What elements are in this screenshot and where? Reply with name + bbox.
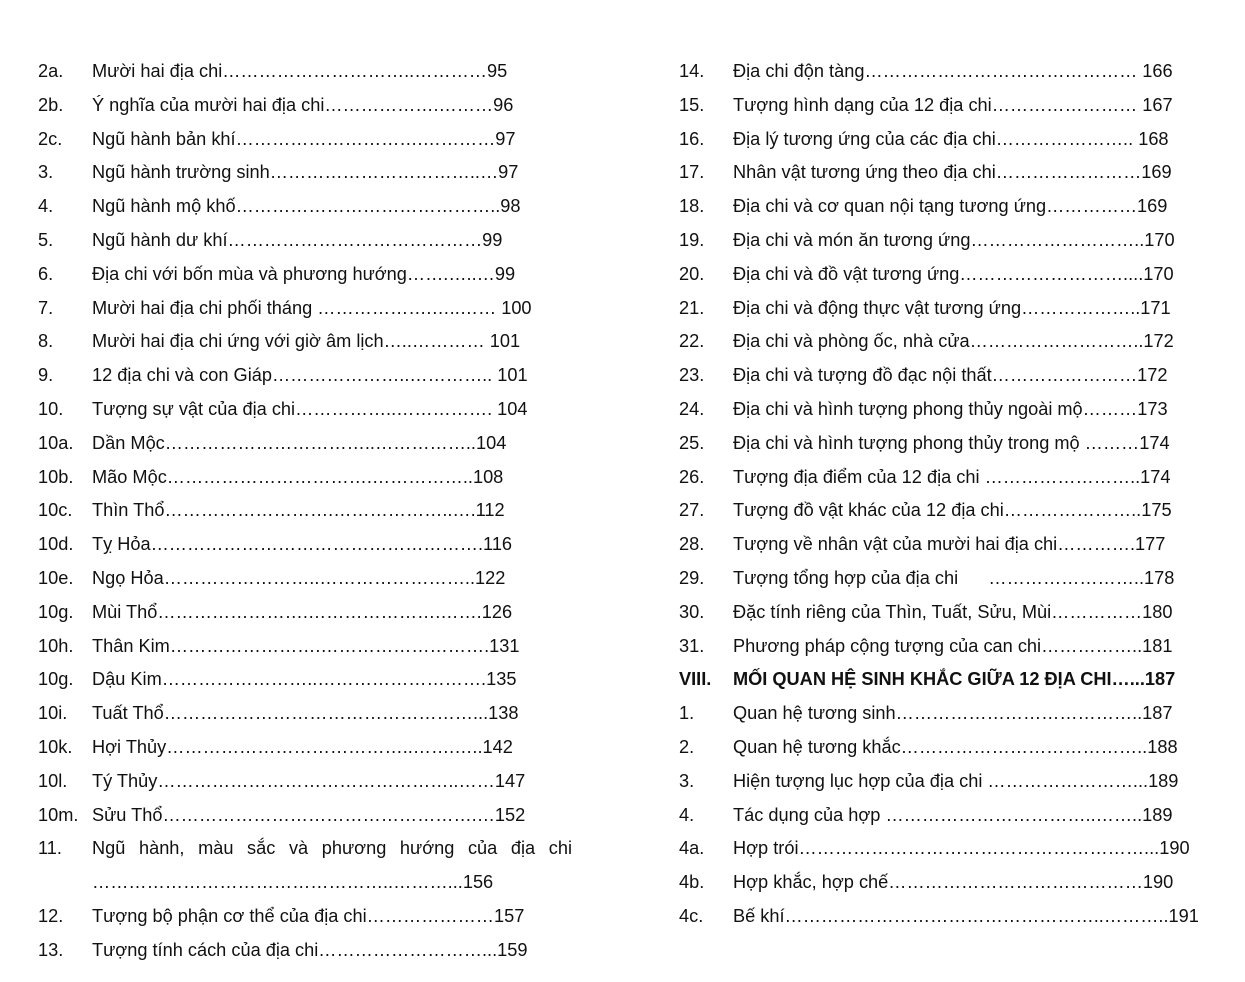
toc-entry <box>679 258 1219 292</box>
toc-entry <box>679 799 1219 833</box>
toc-entry-title: Ngũ hành bản khí………………………….…………97 <box>92 128 516 149</box>
toc-entry <box>38 190 578 224</box>
toc-entry-title: Đặc tính riêng của Thìn, Tuất, Sửu, Mùi……………180 <box>733 601 1173 622</box>
toc-entry <box>38 89 578 123</box>
toc-entry-title: Dần Mộc……………………………..……………..104 <box>92 432 507 453</box>
toc-entry <box>38 799 578 833</box>
toc-entry-title: Địa chi và phòng ốc, nhà cửa………………………..172 <box>733 331 1174 352</box>
toc-entry <box>38 731 578 765</box>
toc-entry-title: Hợi Thủy…………………………………..…….…..142 <box>92 736 513 757</box>
toc-entry <box>38 123 578 157</box>
toc-entry <box>679 224 1219 258</box>
toc-entry <box>679 393 1219 427</box>
toc-entry <box>679 55 1219 89</box>
toc-entry <box>38 224 578 258</box>
toc-entry <box>679 866 1219 900</box>
toc-entry <box>38 528 578 562</box>
toc-entry-number: 12. <box>38 905 64 926</box>
toc-entry <box>38 325 578 359</box>
toc-entry <box>679 765 1219 799</box>
toc-entry-title: Hiện tượng lục hợp của địa chi ……………………...189 <box>733 770 1179 791</box>
toc-entry-number: 25. <box>679 432 705 453</box>
toc-entry-number: 10a. <box>38 432 74 453</box>
toc-entry-title: Mùi Thổ…………………….………………….…….126 <box>92 601 513 622</box>
toc-entry-title: Địa chi và đồ vật tương ứng………………………....170 <box>733 263 1174 284</box>
toc-entry-number: 20. <box>679 263 705 284</box>
toc-entry-title: Tượng đồ vật khác của 12 địa chi…………………..175 <box>733 500 1172 521</box>
toc-entry-title: Tượng hình dạng của 12 địa chi…………………… 167 <box>733 94 1173 115</box>
toc-entry-number: 28. <box>679 534 705 555</box>
toc-entry-number: 19. <box>679 229 705 250</box>
toc-entry-title: Địa chi độn tàng……………………………………… 166 <box>733 61 1173 81</box>
toc-entry-title: Tượng tổng hợp của địa chi ……………………..178 <box>733 567 1175 588</box>
toc-entry-title: Địa chi và cơ quan nội tạng tương ứng……………169 <box>733 196 1168 217</box>
toc-entry <box>38 494 578 528</box>
toc-entry <box>38 461 578 495</box>
toc-entry-title: Ngũ hành trường sinh……………………………..…97 <box>92 162 519 183</box>
toc-entry <box>679 156 1219 190</box>
toc-entry-title: MỐI QUAN HỆ SINH KHẮC GIỮA 12 ĐỊA CHI…...187 <box>733 669 1176 690</box>
toc-entry-number: 10g. <box>38 669 74 690</box>
toc-entry <box>679 190 1219 224</box>
toc-entry-number: 23. <box>679 365 705 386</box>
toc-entry <box>38 393 578 427</box>
toc-entry <box>38 934 578 968</box>
toc-entry-title: Hợp trói…………………………………………………...190 <box>733 838 1190 859</box>
toc-entry-number: 22. <box>679 331 705 352</box>
toc-entry-number: 10d. <box>38 534 74 555</box>
toc-entry <box>38 900 578 934</box>
toc-entry-title: Tượng về nhân vật của mười hai địa chi………….177 <box>733 534 1166 555</box>
toc-entry-title: Phương pháp cộng tượng của can chi……………..181 <box>733 635 1173 656</box>
toc-entry-number: 6. <box>38 263 54 284</box>
toc-entry-title: Tượng địa điểm của 12 địa chi ……………………..174 <box>733 466 1171 487</box>
toc-entry <box>679 461 1219 495</box>
toc-entry-number: VIII. <box>679 669 712 690</box>
toc-entry <box>679 900 1219 934</box>
toc-entry-title: Quan hệ tương khắc…………………………………..188 <box>733 736 1178 757</box>
toc-entry-number: 3. <box>38 162 54 183</box>
toc-entry-title: Mười hai địa chi ứng với giờ âm lịch…..………… 101 <box>92 331 521 352</box>
toc-entry-title: Hợp khắc, hợp chế……………………………………190 <box>733 872 1174 893</box>
toc-entry <box>679 697 1219 731</box>
toc-entry-number: 2b. <box>38 94 64 115</box>
toc-entry-number: 11. <box>38 838 62 859</box>
toc-entry <box>679 359 1219 393</box>
toc-entry-number: 2a. <box>38 61 64 81</box>
toc-entry-number: 21. <box>679 297 705 318</box>
toc-entry <box>38 156 578 190</box>
toc-entry-number: 10l. <box>38 770 68 791</box>
toc-entry-number: 10k. <box>38 736 73 757</box>
toc-entry-title: Tuất Thổ……………………………………………...138 <box>92 703 519 724</box>
toc-entry <box>38 697 578 731</box>
toc-entry <box>38 630 578 664</box>
toc-entry-number: 30. <box>679 601 705 622</box>
toc-entry-title: Thìn Thổ……………………….………………..….112 <box>92 500 505 521</box>
toc-entry <box>679 427 1219 461</box>
toc-entry-number: 24. <box>679 398 705 419</box>
toc-entry-number: 10g. <box>38 601 74 622</box>
toc-entry-number: 10. <box>38 398 64 419</box>
toc-entry-title: Địa chi và món ăn tương ứng………………………..170 <box>733 229 1175 250</box>
toc-entry-number: 10e. <box>38 567 74 588</box>
toc-entry-number: 10c. <box>38 500 73 521</box>
toc-entry-title: 12 địa chi và con Giáp…………………..………….. 101 <box>92 365 528 386</box>
toc-entry-title: Tượng sự vật của địa chi……………..……………. 104 <box>92 398 528 419</box>
toc-entry <box>38 359 578 393</box>
toc-entry-title: Ngũ hành, màu sắc và phương hướng của địa chi <box>92 838 572 859</box>
toc-entry-number: 17. <box>679 162 705 183</box>
toc-entry-title: Ngọ Hỏa……………………..……………………..122 <box>92 567 506 588</box>
toc-entry-title: Thân Kim…………………….……………………….131 <box>92 635 520 656</box>
toc-entry-title: Quan hệ tương sinh…………………………………..187 <box>733 703 1173 724</box>
toc-entry-number: 2. <box>679 736 695 757</box>
toc-entry-title: Địa chi và tượng đồ đạc nội thất……………………172 <box>733 365 1168 386</box>
toc-left-column <box>38 55 578 968</box>
toc-entry-number: 10h. <box>38 635 74 656</box>
toc-entry-number: 3. <box>679 770 695 791</box>
toc-entry-title: Tượng tính cách của địa chi………………………...159 <box>92 939 528 960</box>
toc-entry-number: 10m. <box>38 804 79 825</box>
toc-entry <box>38 562 578 596</box>
toc-entry <box>679 494 1219 528</box>
toc-entry <box>38 55 578 89</box>
toc-entry <box>38 427 578 461</box>
toc-entry-number: 15. <box>679 94 705 115</box>
toc-entry-title: Ý nghĩa của mười hai địa chi……………….………96 <box>92 94 514 115</box>
toc-entry <box>679 596 1219 630</box>
toc-entry-number: 10i. <box>38 703 68 724</box>
toc-entry-number: 10b. <box>38 466 74 487</box>
toc-entry-number: 29. <box>679 567 705 588</box>
toc-entry-number: 7. <box>38 297 54 318</box>
toc-entry-title: Mười hai địa chi phối tháng ……………….…..…… 100 <box>92 297 532 318</box>
toc-entry <box>38 765 578 799</box>
toc-entry <box>679 832 1219 866</box>
toc-entry <box>679 731 1219 765</box>
toc-entry-title: Tác dụng của hợp ……………………………..……..189 <box>733 804 1173 825</box>
toc-entry <box>38 292 578 326</box>
toc-entry-number: 4b. <box>679 872 705 893</box>
toc-entry-number: 1. <box>679 703 695 724</box>
toc-entry-number: 5. <box>38 229 54 250</box>
toc-entry-number: 4. <box>38 196 54 217</box>
toc-entry-number: 18. <box>679 196 705 217</box>
toc-right-column <box>679 55 1219 934</box>
toc-entry <box>679 528 1219 562</box>
toc-section-heading <box>679 663 1219 697</box>
toc-entry-title: …………………………………………..………...156 <box>92 872 494 893</box>
toc-entry-title: Địa chi và hình tượng phong thủy ngoài mộ………173 <box>733 398 1168 419</box>
toc-entry-number: 14. <box>679 61 705 81</box>
toc-entry-title: Địa lý tương ứng của các địa chi………………….. 168 <box>733 128 1169 149</box>
toc-entry-number: 4. <box>679 804 695 825</box>
toc-entry-title: Địa chi và hình tượng phong thủy trong mộ ………174 <box>733 432 1170 453</box>
toc-entry-title: Ngũ hành mộ khố……………………………………..98 <box>92 196 521 217</box>
toc-entry-title: Ngũ hành dư khí……………………………………99 <box>92 229 503 250</box>
toc-entry-number: 9. <box>38 365 54 386</box>
toc-entry-number: 13. <box>38 939 64 960</box>
toc-entry <box>679 630 1219 664</box>
toc-entry-title: Tý Thủy…………………………………………..……147 <box>92 770 526 791</box>
toc-entry-number: 4c. <box>679 905 704 926</box>
toc-entry-title: Mão Mộc…………………………….……………..108 <box>92 466 504 487</box>
toc-entry-title: Địa chi và động thực vật tương ứng………………..171 <box>733 297 1171 318</box>
toc-entry-title: Địa chi với bốn mùa và phương hướng…….…..…99 <box>92 263 516 284</box>
toc-entry <box>38 596 578 630</box>
toc-entry-title: Tỵ Hỏa……………………………………………….116 <box>92 534 513 555</box>
toc-entry <box>679 89 1219 123</box>
toc-entry-number: 16. <box>679 128 705 149</box>
toc-entry <box>38 832 578 866</box>
toc-entry-number: 2c. <box>38 128 63 149</box>
toc-entry-title: Sửu Thổ…………………………………………….…152 <box>92 804 526 825</box>
toc-entry <box>38 258 578 292</box>
toc-entry <box>679 123 1219 157</box>
toc-entry-number: 8. <box>38 331 54 352</box>
toc-entry-number: 4a. <box>679 838 705 859</box>
toc-entry-number: 31. <box>679 635 705 656</box>
toc-entry-title: Dậu Kim……………………..……………………….135 <box>92 669 517 690</box>
toc-entry-number: 26. <box>679 466 705 487</box>
toc-entry <box>679 562 1219 596</box>
toc-entry-number: 27. <box>679 500 705 521</box>
toc-entry <box>38 866 578 900</box>
toc-entry-title: Mười hai địa chi…………………………..…………95 <box>92 61 508 81</box>
toc-entry-title: Nhân vật tương ứng theo địa chi……………………169 <box>733 162 1172 183</box>
toc-entry <box>679 325 1219 359</box>
toc-entry-title: Tượng bộ phận cơ thể của địa chi…………………157 <box>92 905 525 926</box>
toc-entry <box>38 663 578 697</box>
toc-entry <box>679 292 1219 326</box>
toc-entry-title: Bế khí……………………………………………..………..191 <box>733 905 1199 926</box>
